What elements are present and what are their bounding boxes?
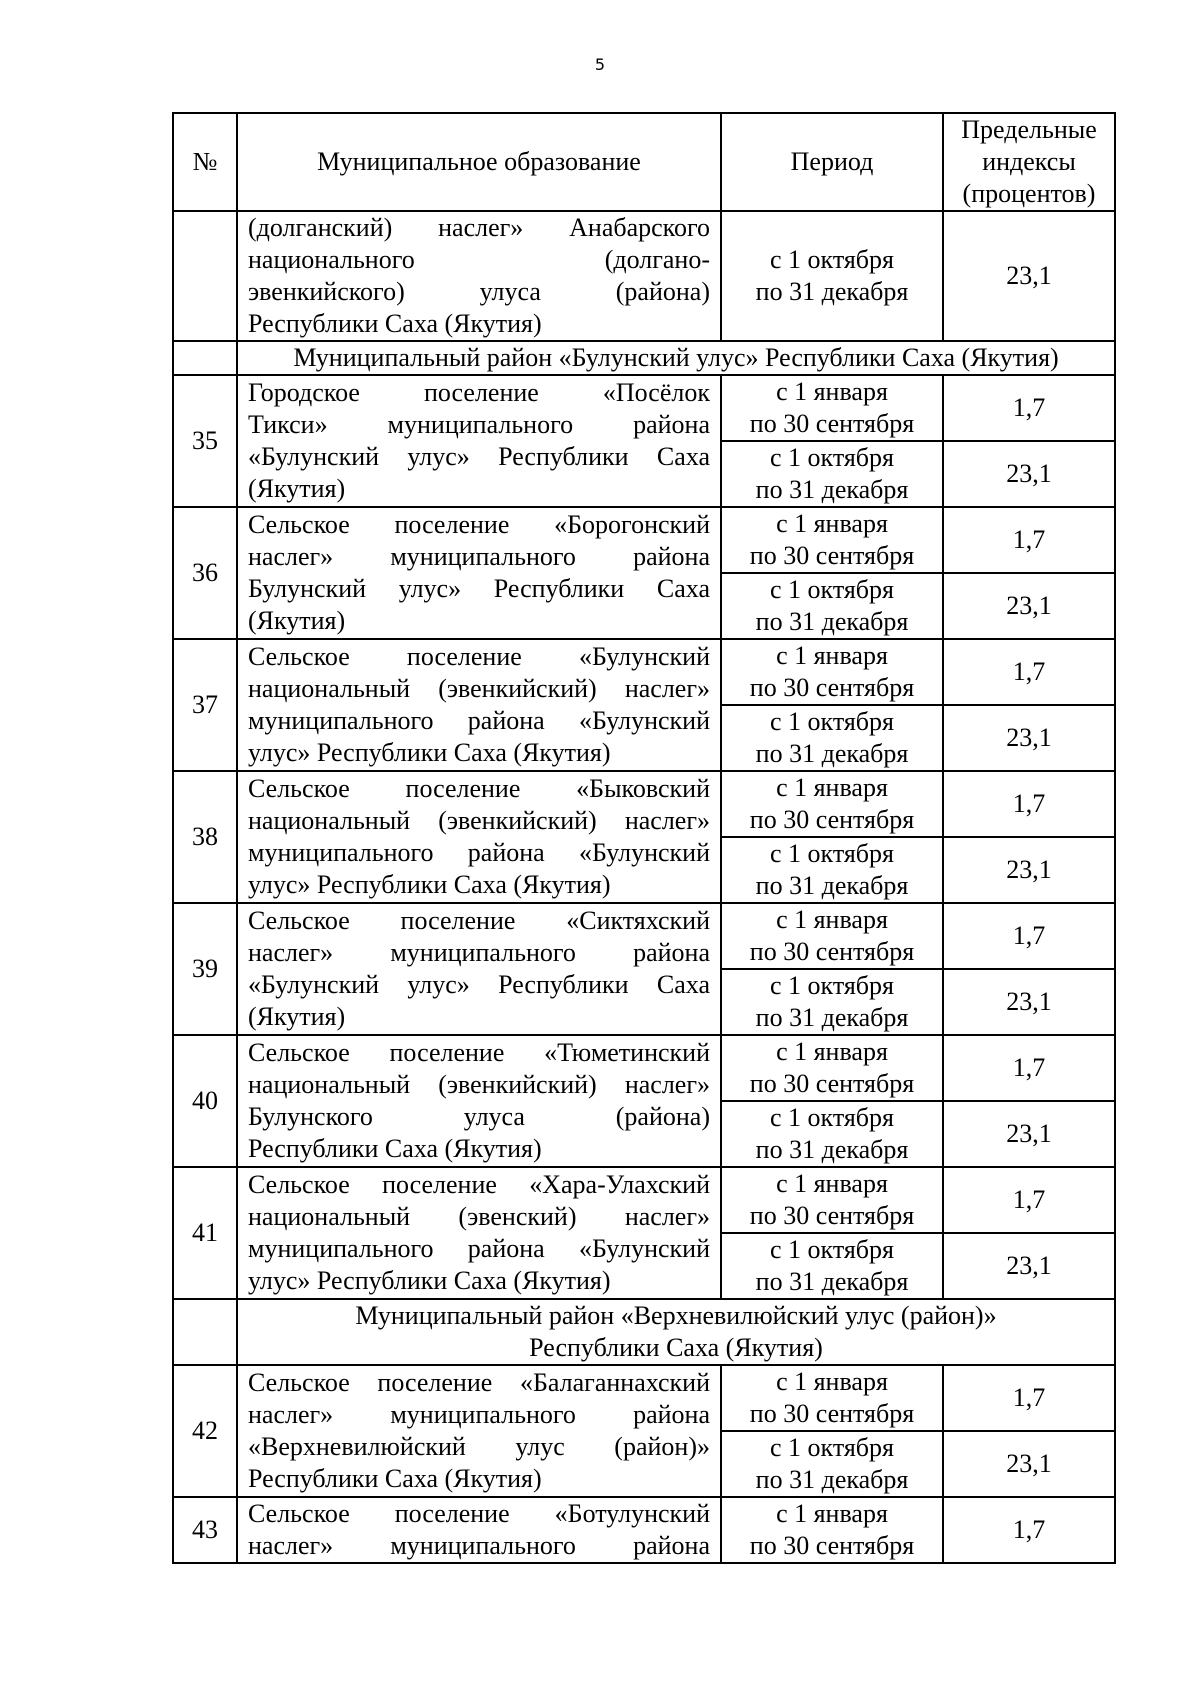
name-line: Тикси» муниципального района	[248, 410, 710, 439]
period-cell	[721, 1035, 943, 1101]
name-line: улус» Республики Саха (Якутия)	[248, 738, 611, 767]
row-number: 36	[173, 507, 237, 639]
table-row	[173, 1167, 1115, 1233]
row-number: 37	[173, 639, 237, 771]
period-cell	[721, 771, 943, 837]
name-line: муниципального района «Булунский	[248, 838, 710, 867]
index-value: 23,1	[943, 969, 1115, 1035]
period-line: с 1 октября	[770, 575, 894, 604]
name-line: Сельское поселение «Булунский	[248, 642, 710, 671]
name-line: наслег» муниципального района	[248, 542, 710, 571]
period-line: с 1 октября	[770, 1433, 894, 1462]
header-period: Период	[721, 113, 943, 211]
period-line: с 1 октября	[770, 839, 894, 868]
name-line: улус» Республики Саха (Якутия)	[248, 870, 611, 899]
period-line: с 1 января	[776, 1499, 888, 1528]
period-line: с 1 октября	[770, 245, 894, 274]
name-line: Булунский улус» Республики Саха	[248, 574, 710, 603]
period-line: по 31 декабря	[755, 871, 909, 900]
name-line: эвенкийского) улуса (района)	[248, 277, 710, 306]
row-number: 40	[173, 1035, 237, 1167]
name-line: (Якутия)	[248, 474, 346, 503]
name-line: наслег» муниципального района	[248, 1531, 710, 1560]
period-line: с 1 января	[776, 905, 888, 934]
period-line: по 30 сентября	[749, 1069, 915, 1098]
index-value: 1,7	[943, 903, 1115, 969]
district-row-verkhnevilyuy	[173, 1299, 1115, 1365]
name-line: Сельское поселение «Хара-Улахский	[248, 1170, 710, 1199]
index-value: 23,1	[943, 1233, 1115, 1299]
period-cell	[721, 507, 943, 573]
name-line: национальный (эвенкийский) наслег»	[248, 1070, 710, 1099]
index-value: 1,7	[943, 507, 1115, 573]
index-value: 1,7	[943, 1167, 1115, 1233]
name-line: национальный (эвенкийский) наслег»	[248, 806, 710, 835]
index-value: 1,7	[943, 1035, 1115, 1101]
table-row	[173, 1035, 1115, 1101]
period-line: с 1 января	[776, 773, 888, 802]
period-line: с 1 января	[776, 641, 888, 670]
period-line: по 31 декабря	[755, 1267, 909, 1296]
period-cell	[721, 441, 943, 507]
row-number-empty	[173, 1299, 237, 1365]
period-line: по 30 сентября	[749, 541, 915, 570]
period-line: с 1 января	[776, 509, 888, 538]
period-line: с 1 января	[776, 1169, 888, 1198]
period-line: по 30 сентября	[749, 805, 915, 834]
municipality-name	[237, 375, 721, 507]
period-line: с 1 января	[776, 1037, 888, 1066]
header-index-line: Предельные	[961, 115, 1097, 144]
index-value: 23,1	[943, 441, 1115, 507]
page-number: 5	[594, 55, 606, 74]
municipality-name	[237, 639, 721, 771]
index-value: 1,7	[943, 375, 1115, 441]
name-line: Сельское поселение «Сиктяхский	[248, 906, 710, 935]
name-line: Республики Саха (Якутия)	[248, 1464, 542, 1493]
period-line: по 31 декабря	[755, 607, 909, 636]
header-index-line: индексы	[982, 147, 1076, 176]
name-line: «Верхневилюйский улус (район)»	[248, 1432, 710, 1461]
period-cell	[721, 1365, 943, 1431]
name-line: национальный (эвенский) наслег»	[248, 1202, 710, 1231]
period-line: по 31 декабря	[755, 1135, 909, 1164]
name-line: Городское поселение «Посёлок	[248, 378, 710, 407]
row-number: 43	[173, 1497, 237, 1563]
index-value: 23,1	[943, 705, 1115, 771]
row-number: 38	[173, 771, 237, 903]
period-line: по 31 декабря	[755, 1465, 909, 1494]
header-index	[943, 113, 1115, 211]
period-cell	[721, 1233, 943, 1299]
continuation-row	[173, 211, 1115, 341]
period-cell	[721, 837, 943, 903]
name-line: Сельское поселение «Ботулунский	[248, 1499, 710, 1528]
name-line: (Якутия)	[248, 606, 346, 635]
district-row-bulun	[173, 341, 1115, 375]
district-heading-line: Республики Саха (Якутия)	[529, 1333, 823, 1362]
table-row	[173, 639, 1115, 705]
name-line: (долганский) наслег» Анабарского	[248, 213, 710, 242]
period-cell	[721, 1101, 943, 1167]
index-value: 1,7	[943, 771, 1115, 837]
municipality-name	[237, 903, 721, 1035]
period-cell	[721, 375, 943, 441]
index-value: 23,1	[943, 1101, 1115, 1167]
period-line: по 31 декабря	[755, 739, 909, 768]
period-line: по 31 декабря	[755, 277, 909, 306]
index-value: 1,7	[943, 1365, 1115, 1431]
tariff-index-table	[172, 112, 1116, 1564]
name-line: наслег» муниципального района	[248, 938, 710, 967]
district-heading	[237, 1299, 1115, 1365]
district-heading: Муниципальный район «Булунский улус» Республики Саха (Якутия)	[237, 341, 1115, 375]
header-index-line: (процентов)	[962, 179, 1096, 208]
table-row	[173, 507, 1115, 573]
row-number-empty	[173, 211, 237, 341]
period-line: по 30 сентября	[749, 1531, 915, 1560]
name-line: Сельское поселение «Борогонский	[248, 510, 710, 539]
name-line: Сельское поселение «Тюметинский	[248, 1038, 710, 1067]
name-line: Сельское поселение «Балаганнахский	[248, 1368, 710, 1397]
period-cell	[721, 969, 943, 1035]
period-line: с 1 января	[776, 1367, 888, 1396]
row-number: 42	[173, 1365, 237, 1497]
name-line: муниципального района «Булунский	[248, 1234, 710, 1263]
period-line: с 1 января	[776, 377, 888, 406]
period-cell	[721, 211, 943, 341]
municipality-name	[237, 1035, 721, 1167]
municipality-name	[237, 1365, 721, 1497]
name-line: Республики Саха (Якутия)	[248, 309, 542, 338]
period-line: с 1 октября	[770, 707, 894, 736]
name-line: Булунского улуса (района)	[248, 1102, 710, 1131]
name-line: муниципального района «Булунский	[248, 706, 710, 735]
header-municipality: Муниципальное образование	[237, 113, 721, 211]
municipality-name	[237, 507, 721, 639]
name-line: улус» Республики Саха (Якутия)	[248, 1266, 611, 1295]
period-line: по 30 сентября	[749, 937, 915, 966]
municipality-name	[237, 771, 721, 903]
period-line: с 1 октября	[770, 1235, 894, 1264]
period-line: по 30 сентября	[749, 1201, 915, 1230]
period-cell	[721, 1431, 943, 1497]
index-value: 23,1	[943, 573, 1115, 639]
row-number: 35	[173, 375, 237, 507]
period-cell	[721, 639, 943, 705]
municipality-name	[237, 1167, 721, 1299]
index-value: 23,1	[943, 211, 1115, 341]
table-row	[173, 1497, 1115, 1563]
row-number-empty	[173, 341, 237, 375]
table-row	[173, 771, 1115, 837]
district-heading-line: Муниципальный район «Верхневилюйский улус (район)»	[355, 1301, 997, 1330]
table-row	[173, 903, 1115, 969]
name-line: «Булунский улус» Республики Саха	[248, 970, 710, 999]
municipality-name	[237, 1497, 721, 1563]
period-line: по 31 декабря	[755, 475, 909, 504]
period-line: с 1 октября	[770, 443, 894, 472]
name-line: «Булунский улус» Республики Саха	[248, 442, 710, 471]
period-line: по 31 декабря	[755, 1003, 909, 1032]
period-cell	[721, 903, 943, 969]
period-cell	[721, 1167, 943, 1233]
period-cell	[721, 573, 943, 639]
index-value: 23,1	[943, 1431, 1115, 1497]
period-line: с 1 октября	[770, 971, 894, 1000]
index-value: 23,1	[943, 837, 1115, 903]
header-num: №	[173, 113, 237, 211]
name-line: национального (долгано-	[248, 245, 710, 274]
table-row	[173, 375, 1115, 441]
row-number: 39	[173, 903, 237, 1035]
name-line: Сельское поселение «Быковский	[248, 774, 710, 803]
table-header-row	[173, 113, 1115, 211]
municipality-name	[237, 211, 721, 341]
name-line: наслег» муниципального района	[248, 1400, 710, 1429]
period-line: по 30 сентября	[749, 409, 915, 438]
period-line: по 30 сентября	[749, 1399, 915, 1428]
table-row	[173, 1365, 1115, 1431]
index-value: 1,7	[943, 1497, 1115, 1563]
index-value: 1,7	[943, 639, 1115, 705]
period-line: по 30 сентября	[749, 673, 915, 702]
name-line: (Якутия)	[248, 1002, 346, 1031]
period-cell	[721, 1497, 943, 1563]
name-line: Республики Саха (Якутия)	[248, 1134, 542, 1163]
name-line: национальный (эвенкийский) наслег»	[248, 674, 710, 703]
period-line: с 1 октября	[770, 1103, 894, 1132]
row-number: 41	[173, 1167, 237, 1299]
period-cell	[721, 705, 943, 771]
